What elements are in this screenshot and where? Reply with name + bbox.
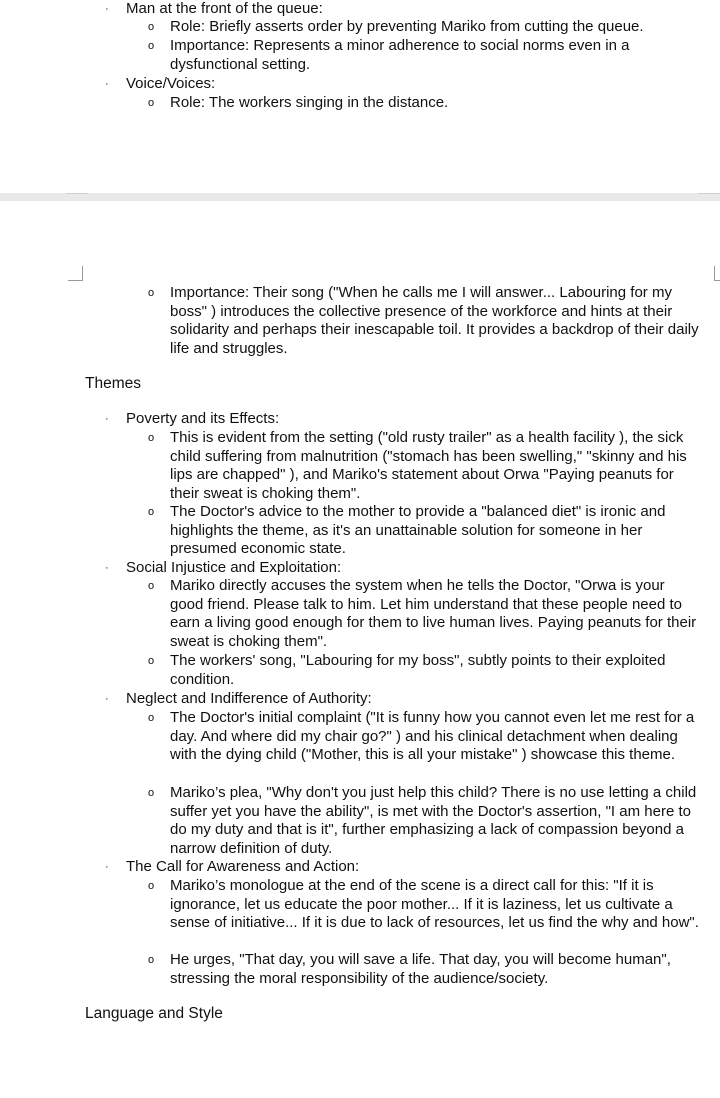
- theme-point-text: This is evident from the setting ("old rusty trailer" as a health facility ), the sick child suffering from malnutrition ("stomach has been swelling," "skinny and his lips are chapped" ), and Mariko's statement about Orwa "Paying peanuts for their sweat is choking them".: [170, 429, 687, 502]
- bullet-circle: o: [148, 287, 155, 299]
- theme-point-text: The Doctor's initial complaint ("It is funny how you cannot even let me rest for a day. And where did my chair go?" ) and his clinical detachment when dealing with the dying child ("Mother, this is all your mistake" ) showcase this theme.: [170, 709, 695, 763]
- sub-item-role: [148, 94, 700, 113]
- list-item-man-front-queue: [105, 0, 706, 19]
- theme-point: [148, 652, 700, 689]
- bullet-circle: o: [148, 97, 155, 109]
- theme-title: Poverty and its Effects:: [126, 410, 280, 427]
- language-style-heading: Language and Style: [85, 1005, 223, 1022]
- bullet-circle: o: [148, 954, 155, 966]
- sub-item-text: Briefly asserts order by preventing Mariko from cutting the queue.: [205, 18, 644, 35]
- page-gap-mark-right: [698, 193, 720, 194]
- sub-item-role: [148, 18, 700, 37]
- bullet-dot: ·: [105, 562, 109, 574]
- sub-item-text: Their song ("When he calls me I will answer... Labouring for my boss" ) introduces the collective presence of the workforce and hints at their solidarity and perhaps their inescapable toil. It provides a backdrop of their daily life and struggles.: [170, 284, 699, 357]
- bullet-circle: o: [148, 506, 155, 518]
- sub-item-label: Importance:: [170, 284, 250, 301]
- bullet-circle: o: [148, 787, 155, 799]
- sub-item-importance: [148, 37, 700, 74]
- theme-point: [148, 784, 700, 858]
- bullet-dot: ·: [105, 861, 109, 873]
- bullet-dot: ·: [105, 413, 109, 425]
- page-gap-mark-left: [66, 193, 88, 194]
- list-item-text: Voice/Voices:: [126, 75, 216, 92]
- themes-heading: Themes: [85, 375, 141, 392]
- theme-point-text: Mariko directly accuses the system when he tells the Doctor, "Orwa is your good friend. Please talk to him. Let him understand that these people need to earn a living good enough for them to live human lives. Paying peanuts for their sweat is choking them".: [170, 577, 697, 650]
- sub-item-text: Represents a minor adherence to social norms even in a dysfunctional setting.: [170, 37, 630, 73]
- theme-point: [148, 951, 700, 988]
- sub-item-text: The workers singing in the distance.: [205, 94, 449, 111]
- sub-item-label: Role:: [170, 18, 206, 35]
- list-item-voices: [105, 75, 706, 94]
- theme-call-to-action: [105, 858, 706, 877]
- list-item-text: Man at the front of the queue:: [126, 0, 323, 17]
- theme-point: [148, 877, 700, 933]
- theme-point-text: Mariko’s monologue at the end of the scene is a direct call for this: "If it is ignorance, let us educate the poor mother... If it is laziness, let us cultivate a sense of initiative... If it is due to lack of resources, let us find the why and how".: [170, 877, 699, 931]
- sub-item-importance-song: [148, 284, 700, 358]
- bullet-circle: o: [148, 432, 155, 444]
- bullet-circle: o: [148, 880, 155, 892]
- bullet-dot: ·: [105, 3, 109, 15]
- bullet-dot: ·: [105, 693, 109, 705]
- bullet-circle: o: [148, 712, 155, 724]
- bullet-dot: ·: [105, 78, 109, 90]
- theme-title: Social Injustice and Exploitation:: [126, 559, 342, 576]
- margin-corner-right: [714, 266, 720, 281]
- page-gap: [0, 193, 720, 201]
- theme-point-text: Mariko’s plea, "Why don't you just help this child? There is no use letting a child suffer yet you have the ability", is met with the Doctor's assertion, "I am here to do my duty and that is it", further emphasizing a lack of compassion beyond a narrow definition of duty.: [170, 784, 697, 857]
- bullet-circle: o: [148, 580, 155, 592]
- bullet-circle: o: [148, 21, 155, 33]
- theme-point: [148, 503, 700, 559]
- theme-point: [148, 709, 700, 765]
- theme-point: [148, 429, 700, 503]
- sub-item-label: Role:: [170, 94, 206, 111]
- bullet-circle: o: [148, 655, 155, 667]
- theme-point-text: He urges, "That day, you will save a life. That day, you will become human", stressing the moral responsibility of the audience/society.: [170, 951, 671, 987]
- theme-title: Neglect and Indifference of Authority:: [126, 690, 372, 707]
- sub-item-label: Importance:: [170, 37, 250, 54]
- theme-poverty: [105, 410, 706, 429]
- theme-social-injustice: [105, 559, 706, 578]
- bullet-circle: o: [148, 40, 155, 52]
- theme-point-text: The Doctor's advice to the mother to provide a "balanced diet" is ironic and highlights the theme, as it's an unattainable solution for someone in her presumed economic state.: [170, 503, 666, 557]
- theme-point: [148, 577, 700, 651]
- margin-corner-left: [68, 266, 83, 281]
- theme-point-text: The workers' song, "Labouring for my boss", subtly points to their exploited condition.: [170, 652, 666, 688]
- theme-title: The Call for Awareness and Action:: [126, 858, 360, 875]
- theme-neglect-authority: [105, 690, 706, 709]
